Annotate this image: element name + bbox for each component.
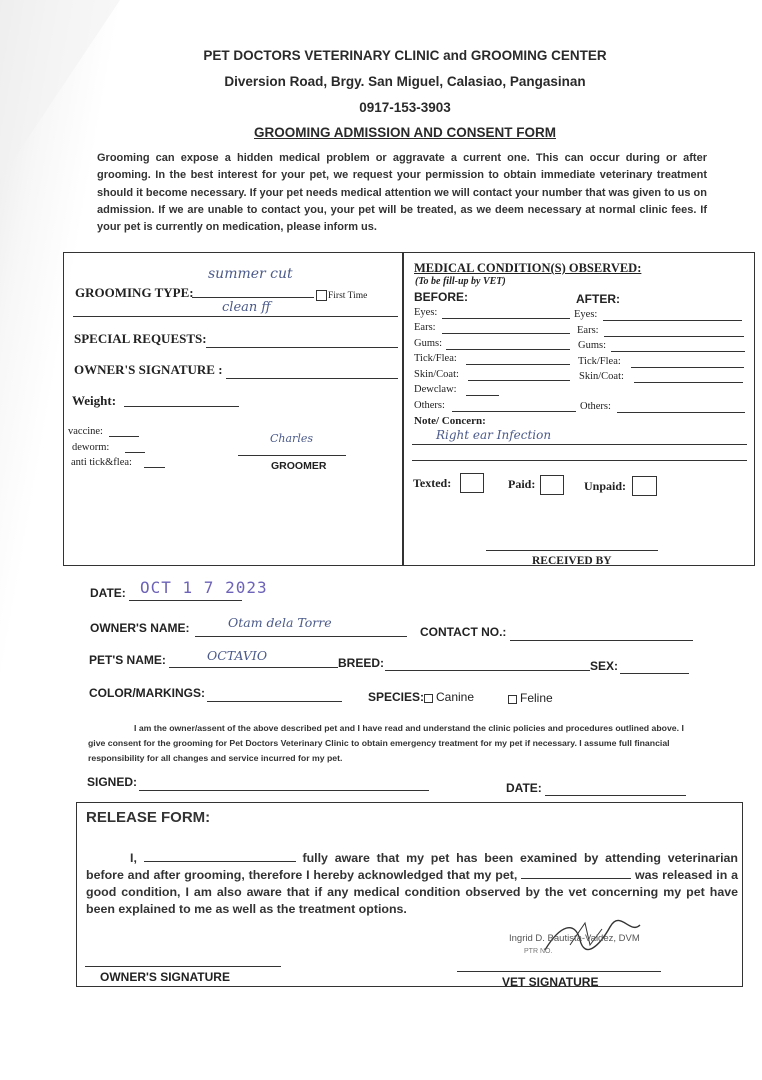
clinic-name: PET DOCTORS VETERINARY CLINIC and GROOMING CENTER (203, 48, 607, 63)
vet-signature-line[interactable] (457, 971, 661, 972)
sex-line[interactable] (620, 673, 689, 674)
note-line-1[interactable] (412, 444, 747, 445)
after-gums-label: Gums: (578, 340, 607, 351)
canine-label: Canine (436, 690, 475, 704)
after-others-label: Others: (580, 401, 611, 412)
paid-label: Paid: (508, 477, 536, 491)
pet-name-label: PET'S NAME: (89, 653, 166, 667)
vet-fill-note: (To be fill-up by VET) (415, 276, 506, 287)
owner-signature-release-line[interactable] (85, 966, 281, 967)
pet-name-line[interactable] (169, 667, 338, 668)
release-owner-name-line[interactable] (144, 850, 296, 862)
groomer-label: GROOMER (271, 460, 327, 472)
paid-checkbox[interactable] (540, 475, 564, 495)
before-ears-label: Ears: (414, 322, 436, 333)
after-others-line[interactable] (617, 412, 745, 413)
breed-label: BREED: (338, 656, 385, 670)
owner-name-label: OWNER'S NAME: (90, 621, 190, 635)
before-eyes-line[interactable] (442, 318, 570, 319)
groomer-line[interactable] (238, 455, 346, 456)
date-label: DATE: (90, 586, 126, 600)
anti-tick-line[interactable] (144, 467, 165, 468)
signed-label: SIGNED: (87, 775, 138, 789)
release-owner-signature-label: OWNER'S SIGNATURE (100, 970, 230, 984)
unpaid-checkbox[interactable] (632, 476, 657, 496)
owner-signature-line[interactable] (226, 378, 398, 379)
groomer-signature: Charles (270, 432, 313, 445)
form-title: GROOMING ADMISSION AND CONSENT FORM (254, 125, 556, 140)
before-dewclaw-label: Dewclaw: (414, 384, 457, 395)
clinic-phone: 0917-153-3903 (359, 100, 451, 115)
anti-tick-label: anti tick&flea: (71, 457, 132, 468)
release-paragraph (86, 850, 738, 918)
release-i: I, (130, 851, 137, 865)
weight-line[interactable] (124, 406, 239, 407)
after-ears-line[interactable] (604, 336, 744, 337)
medical-condition-title: MEDICAL CONDITION(S) OBSERVED: (414, 261, 642, 275)
color-markings-line[interactable] (207, 701, 342, 702)
date-stamp: OCT 1 7 2023 (140, 578, 268, 597)
consent-paragraph: I am the owner/assent of the above described pet and I have read and understand the clinic policies and procedures outlined above. I give consent for the grooming for Pet Doctors Veterinary Clinic to obtain emergency treatment for my pet if necessary. I assume full financial responsibility for all changes and service incurred for my pet. (88, 723, 684, 763)
breed-line[interactable] (385, 670, 590, 671)
first-time-label: First Time (328, 291, 368, 301)
grooming-type-handwritten-2: clean ff (222, 300, 271, 315)
vet-name-stamp: Ingrid D. Bautista-Valdez, DVM (509, 933, 640, 944)
species-label: SPECIES: (368, 690, 425, 704)
before-label: BEFORE: (414, 290, 468, 304)
after-eyes-line[interactable] (603, 320, 742, 321)
contact-label: CONTACT NO.: (420, 625, 507, 639)
grooming-type-line[interactable] (192, 297, 314, 298)
column-divider (402, 253, 404, 565)
feline-label: Feline (520, 691, 553, 705)
grooming-type-line-2[interactable] (73, 316, 398, 317)
after-skincoat-label: Skin/Coat: (579, 371, 624, 382)
before-tickflea-line[interactable] (466, 364, 570, 365)
owner-name-value: Otam dela Torre (228, 615, 332, 630)
pet-name-value: OCTAVIO (207, 648, 268, 663)
release-pet-name-line[interactable] (521, 867, 631, 879)
before-gums-label: Gums: (414, 338, 443, 349)
note-concern-value: Right ear Infection (436, 428, 552, 442)
after-tickflea-line[interactable] (631, 367, 744, 368)
release-text-1: fully aware that my pet has been examined by attending veterinarian before and after grooming, therefore I hereby acknowledged that my pet, (86, 851, 738, 882)
after-label: AFTER: (576, 292, 620, 306)
note-line-2[interactable] (412, 460, 747, 461)
special-requests-label: SPECIAL REQUESTS: (74, 331, 207, 346)
after-eyes-label: Eyes: (574, 309, 598, 320)
before-ears-line[interactable] (442, 333, 570, 334)
vaccine-label: vaccine: (68, 426, 103, 437)
clinic-address: Diversion Road, Brgy. San Miguel, Calasiao, Pangasinan (224, 74, 586, 89)
grooming-type-label: GROOMING TYPE: (75, 285, 194, 300)
release-form-title: RELEASE FORM: (86, 809, 211, 826)
before-dewclaw-line[interactable] (466, 395, 499, 396)
after-ears-label: Ears: (577, 325, 599, 336)
before-tickflea-label: Tick/Flea: (414, 353, 457, 364)
texted-label: Texted: (413, 476, 452, 490)
before-eyes-label: Eyes: (414, 307, 438, 318)
release-text-2: was released in a good condition, I am also aware that if any medical condition observed by the vet concerning my pet have been explained to me as well as the treatment options. (86, 868, 738, 916)
vet-signature-label: VET SIGNATURE (502, 975, 599, 989)
before-others-line[interactable] (452, 411, 576, 412)
first-time-checkbox[interactable] (316, 290, 327, 301)
unpaid-label: Unpaid: (584, 479, 627, 493)
vet-ptr-stamp: PTR NO. (524, 948, 553, 955)
color-markings-label: COLOR/MARKINGS: (89, 686, 205, 700)
intro-paragraph: Grooming can expose a hidden medical problem or aggravate a current one. This can occur during or after grooming. In the best interest for your pet, we request your permission to obtain immediate veterinary treatment should it become necessary. If your pet needs medical attention we will contact your number that was given to us on admission. If we are unable to contact you, your pet will be treated, as we deem necessary at normal clinic fees. If your pet is currently on medication, please inform us. (97, 152, 707, 234)
feline-checkbox[interactable] (508, 695, 517, 704)
note-concern-label: Note/ Concern: (414, 415, 486, 427)
deworm-line[interactable] (125, 452, 145, 453)
owner-name-line[interactable] (195, 636, 407, 637)
canine-checkbox[interactable] (424, 694, 433, 703)
special-requests-line[interactable] (206, 347, 398, 348)
signed-line[interactable] (139, 790, 429, 791)
received-by-line[interactable] (486, 550, 658, 551)
contact-line[interactable] (510, 640, 693, 641)
received-by-label: RECEIVED BY (532, 555, 612, 567)
after-gums-line[interactable] (611, 351, 745, 352)
weight-label: Weight: (72, 393, 117, 408)
deworm-label: deworm: (72, 442, 110, 453)
before-gums-line[interactable] (446, 349, 570, 350)
grooming-type-handwritten: summer cut (208, 266, 293, 282)
date-line[interactable] (129, 600, 242, 601)
after-skincoat-line[interactable] (634, 382, 743, 383)
signed-date-line[interactable] (545, 795, 686, 796)
texted-checkbox[interactable] (460, 473, 484, 493)
signed-date-label: DATE: (506, 781, 542, 795)
before-others-label: Others: (414, 400, 445, 411)
after-tickflea-label: Tick/Flea: (578, 356, 621, 367)
sex-label: SEX: (590, 659, 619, 673)
before-skincoat-line[interactable] (468, 380, 570, 381)
before-skincoat-label: Skin/Coat: (414, 369, 459, 380)
vaccine-line[interactable] (109, 436, 139, 437)
owner-signature-label: OWNER'S SIGNATURE : (74, 362, 223, 377)
